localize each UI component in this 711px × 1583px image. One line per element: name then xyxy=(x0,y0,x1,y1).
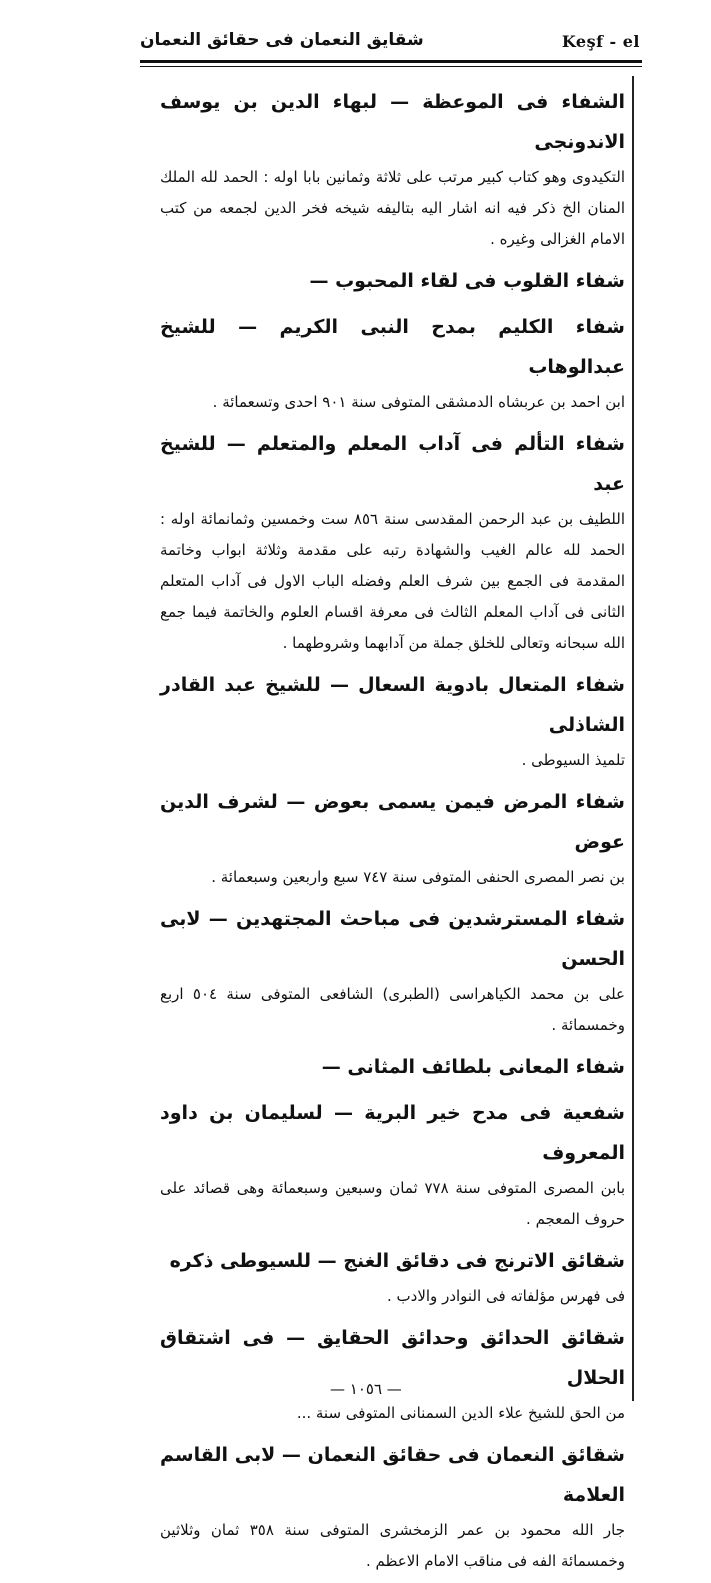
running-header xyxy=(140,30,640,64)
entry xyxy=(160,261,625,301)
entry-title: شقائق النعمان فى حقائق النعمان — لابى القاسم العلامة xyxy=(160,1444,625,1506)
entry-title: شفاء المتعال بادوية السعال — للشيخ عبد القادر الشاذلى xyxy=(160,674,625,736)
entry xyxy=(160,1241,625,1312)
entry-title: شفاء المسترشدين فى مباحث المجتهدين — لابى الحسن xyxy=(160,908,625,970)
entry-title: شفاء التألم فى آداب المعلم والمتعلم — للشيخ عبد xyxy=(160,433,625,495)
entry xyxy=(160,1093,625,1235)
entry-text: على بن محمد الكياهراسى (الطبرى) الشافعى المتوفى سنة ٥٠٤ اربع وخمسمائة . xyxy=(160,985,625,1034)
entry-title: شفاء المرض فيمن يسمى بعوض — لشرف الدين عوض xyxy=(160,791,625,853)
entry-text: بابن المصرى المتوفى سنة ٧٧٨ ثمان وسبعين وسبعمائة وهى قصائد على حروف المعجم . xyxy=(160,1179,626,1228)
entry xyxy=(160,424,625,659)
entry-text: ابن احمد بن عربشاه الدمشقى المتوفى سنة ٩٠١ احدى وتسعمائة . xyxy=(212,393,625,411)
entries-list xyxy=(160,82,625,1583)
entry xyxy=(160,82,625,255)
entry xyxy=(160,1318,625,1429)
entry-text: جار الله محمود بن عمر الزمخشرى المتوفى سنة ٣٥٨ ثمان وثلاثين وخمسمائة الفه فى مناقب الامام الاعظم . xyxy=(160,1521,625,1570)
entry-title: الشفاء فى الموعظة — لبهاء الدين بن يوسف الاندونجى xyxy=(160,91,625,153)
entry-text: بن نصر المصرى الحنفى المتوفى سنة ٧٤٧ سبع واربعين وسبعمائة . xyxy=(211,868,625,886)
entry-text: من الحق للشيخ علاء الدين السمنانى المتوفى سنة ... xyxy=(296,1404,625,1422)
entry-text: اللطيف بن عبد الرحمن المقدسى سنة ٨٥٦ ست وخمسين وثمانمائة اوله : الحمد لله عالم الغيب والشهادة رتبه على مقدمة وثلاثة ابواب وخاتمة المقدمة فى الجمع بين شرف العلم وفضله الباب الاول فى آداب المتعلم الثانى فى آداب المعلم الثالث فى معرفة اقسام العلوم والخاتمة فيما جمع الله سبحانه وتعالى للخلق جملة من آدابهما وشروطهما . xyxy=(160,510,625,652)
entry-text: تلميذ السيوطى . xyxy=(521,751,625,769)
header-rule-thick xyxy=(140,60,642,63)
entry-title: شقائق الاترنج فى دقائق الغنج — للسيوطى ذكره xyxy=(169,1250,625,1272)
entry-title: شقائق الحدائق وحدائق الحقايق — فى اشتقاق الحلال xyxy=(160,1327,625,1389)
header-arabic-title: شقايق النعمان فى حقائق النعمان xyxy=(140,30,424,50)
entry xyxy=(160,1435,625,1577)
entry xyxy=(160,1047,625,1087)
entry-title: شفاء القلوب فى لقاء المحبوب — xyxy=(309,270,625,292)
entry xyxy=(160,665,625,776)
entry-title: شفاء الكليم بمدح النبى الكريم — للشيخ عبدالوهاب xyxy=(160,316,625,378)
entry-text: التكيدوى وهو كتاب كبير مرتب على ثلاثة وثمانين بابا اوله : الحمد لله الملك المنان الخ ذكر فيه انه اشار اليه بتاليفه شيخه فخر الدين لجمعه من كتب الامام الغزالى وغيره . xyxy=(160,168,625,248)
entry xyxy=(160,307,625,418)
entry xyxy=(160,782,625,893)
entry-text: فى فهرس مؤلفاته فى النوادر والادب . xyxy=(387,1287,625,1305)
margin-rule xyxy=(632,76,634,1401)
header-rule-thin xyxy=(140,66,642,67)
header-latin-title: Keşf - el xyxy=(561,32,640,51)
entry-title: شفاء المعانى بلطائف المثانى — xyxy=(321,1056,625,1078)
page-number: — ١٠٥٦ — xyxy=(330,1380,402,1398)
entry xyxy=(160,899,625,1041)
entry-title: شفعية فى مدح خير البرية — لسليمان بن داود المعروف xyxy=(160,1102,625,1164)
